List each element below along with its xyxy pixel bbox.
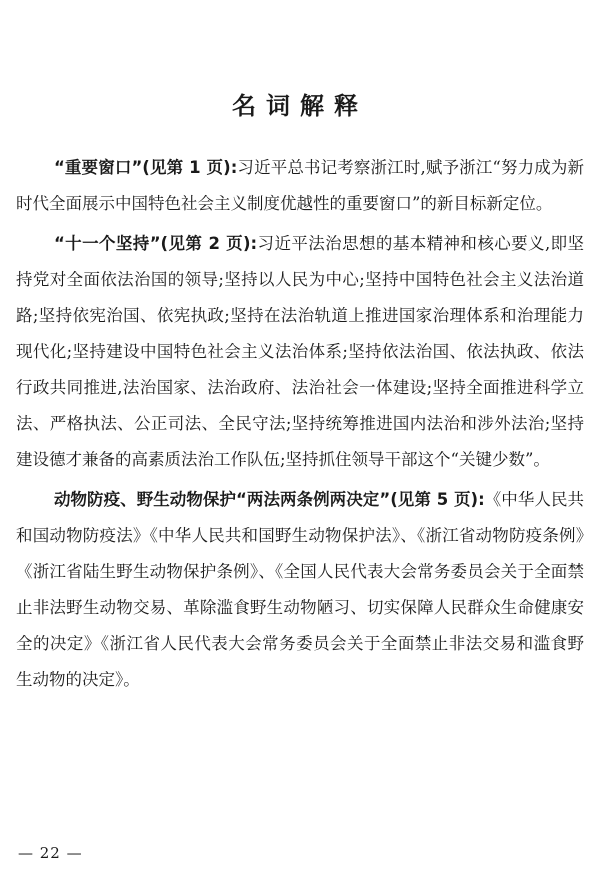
glossary-body bbox=[16, 150, 584, 702]
term-separator: : bbox=[478, 490, 485, 509]
glossary-definition: 《中华人民共和国动物防疫法》《中华人民共和国野生动物保护法》、《浙江省动物防疫条例》《浙江省陆生野生动物保护条例》、《全国人民代表大会常务委员会关于全面禁止非法野生动物交易、革除滥食野生动物陋习、切实保障人民群众生命健康安全的决定》《浙江省人民代表大会常务委员会关于全面禁止非法交易和滥食野生动物的决定》。 bbox=[16, 490, 584, 689]
page-title: 名词解释 bbox=[232, 92, 368, 120]
glossary-entry bbox=[16, 226, 584, 478]
glossary-term: “十一个坚持”(见第 2 页) bbox=[53, 234, 251, 253]
glossary-term: 动物防疫、野生动物保护“两法两条例两决定”(见第 5 页) bbox=[53, 490, 479, 509]
term-separator: : bbox=[230, 158, 238, 177]
term-separator: : bbox=[250, 234, 258, 253]
glossary-term: “重要窗口”(见第 1 页) bbox=[53, 158, 231, 177]
glossary-definition: 习近平总书记考察浙江时,赋予浙江“努力成为新时代全面展示中国特色社会主义制度优越性的重要窗口”的新目标新定位。 bbox=[16, 158, 584, 213]
glossary-entry bbox=[16, 482, 584, 698]
glossary-entry bbox=[16, 150, 584, 222]
glossary-definition: 习近平法治思想的基本精神和核心要义,即坚持党对全面依法治国的领导;坚持以人民为中心;坚持中国特色社会主义法治道路;坚持依宪治国、依宪执政;坚持在法治轨道上推进国家治理体系和治理能力现代化;坚持建设中国特色社会主义法治体系;坚持依法治国、依法执政、依法行政共同推进,法治国家、法治政府、法治社会一体建设;坚持全面推进科学立法、严格执法、公正司法、全民守法;坚持统筹推进国内法治和涉外法治;坚持建设德才兼备的高素质法治工作队伍;坚持抓住领导干部这个“关键少数”。 bbox=[16, 234, 584, 469]
page-number: — 22 — bbox=[18, 844, 83, 862]
